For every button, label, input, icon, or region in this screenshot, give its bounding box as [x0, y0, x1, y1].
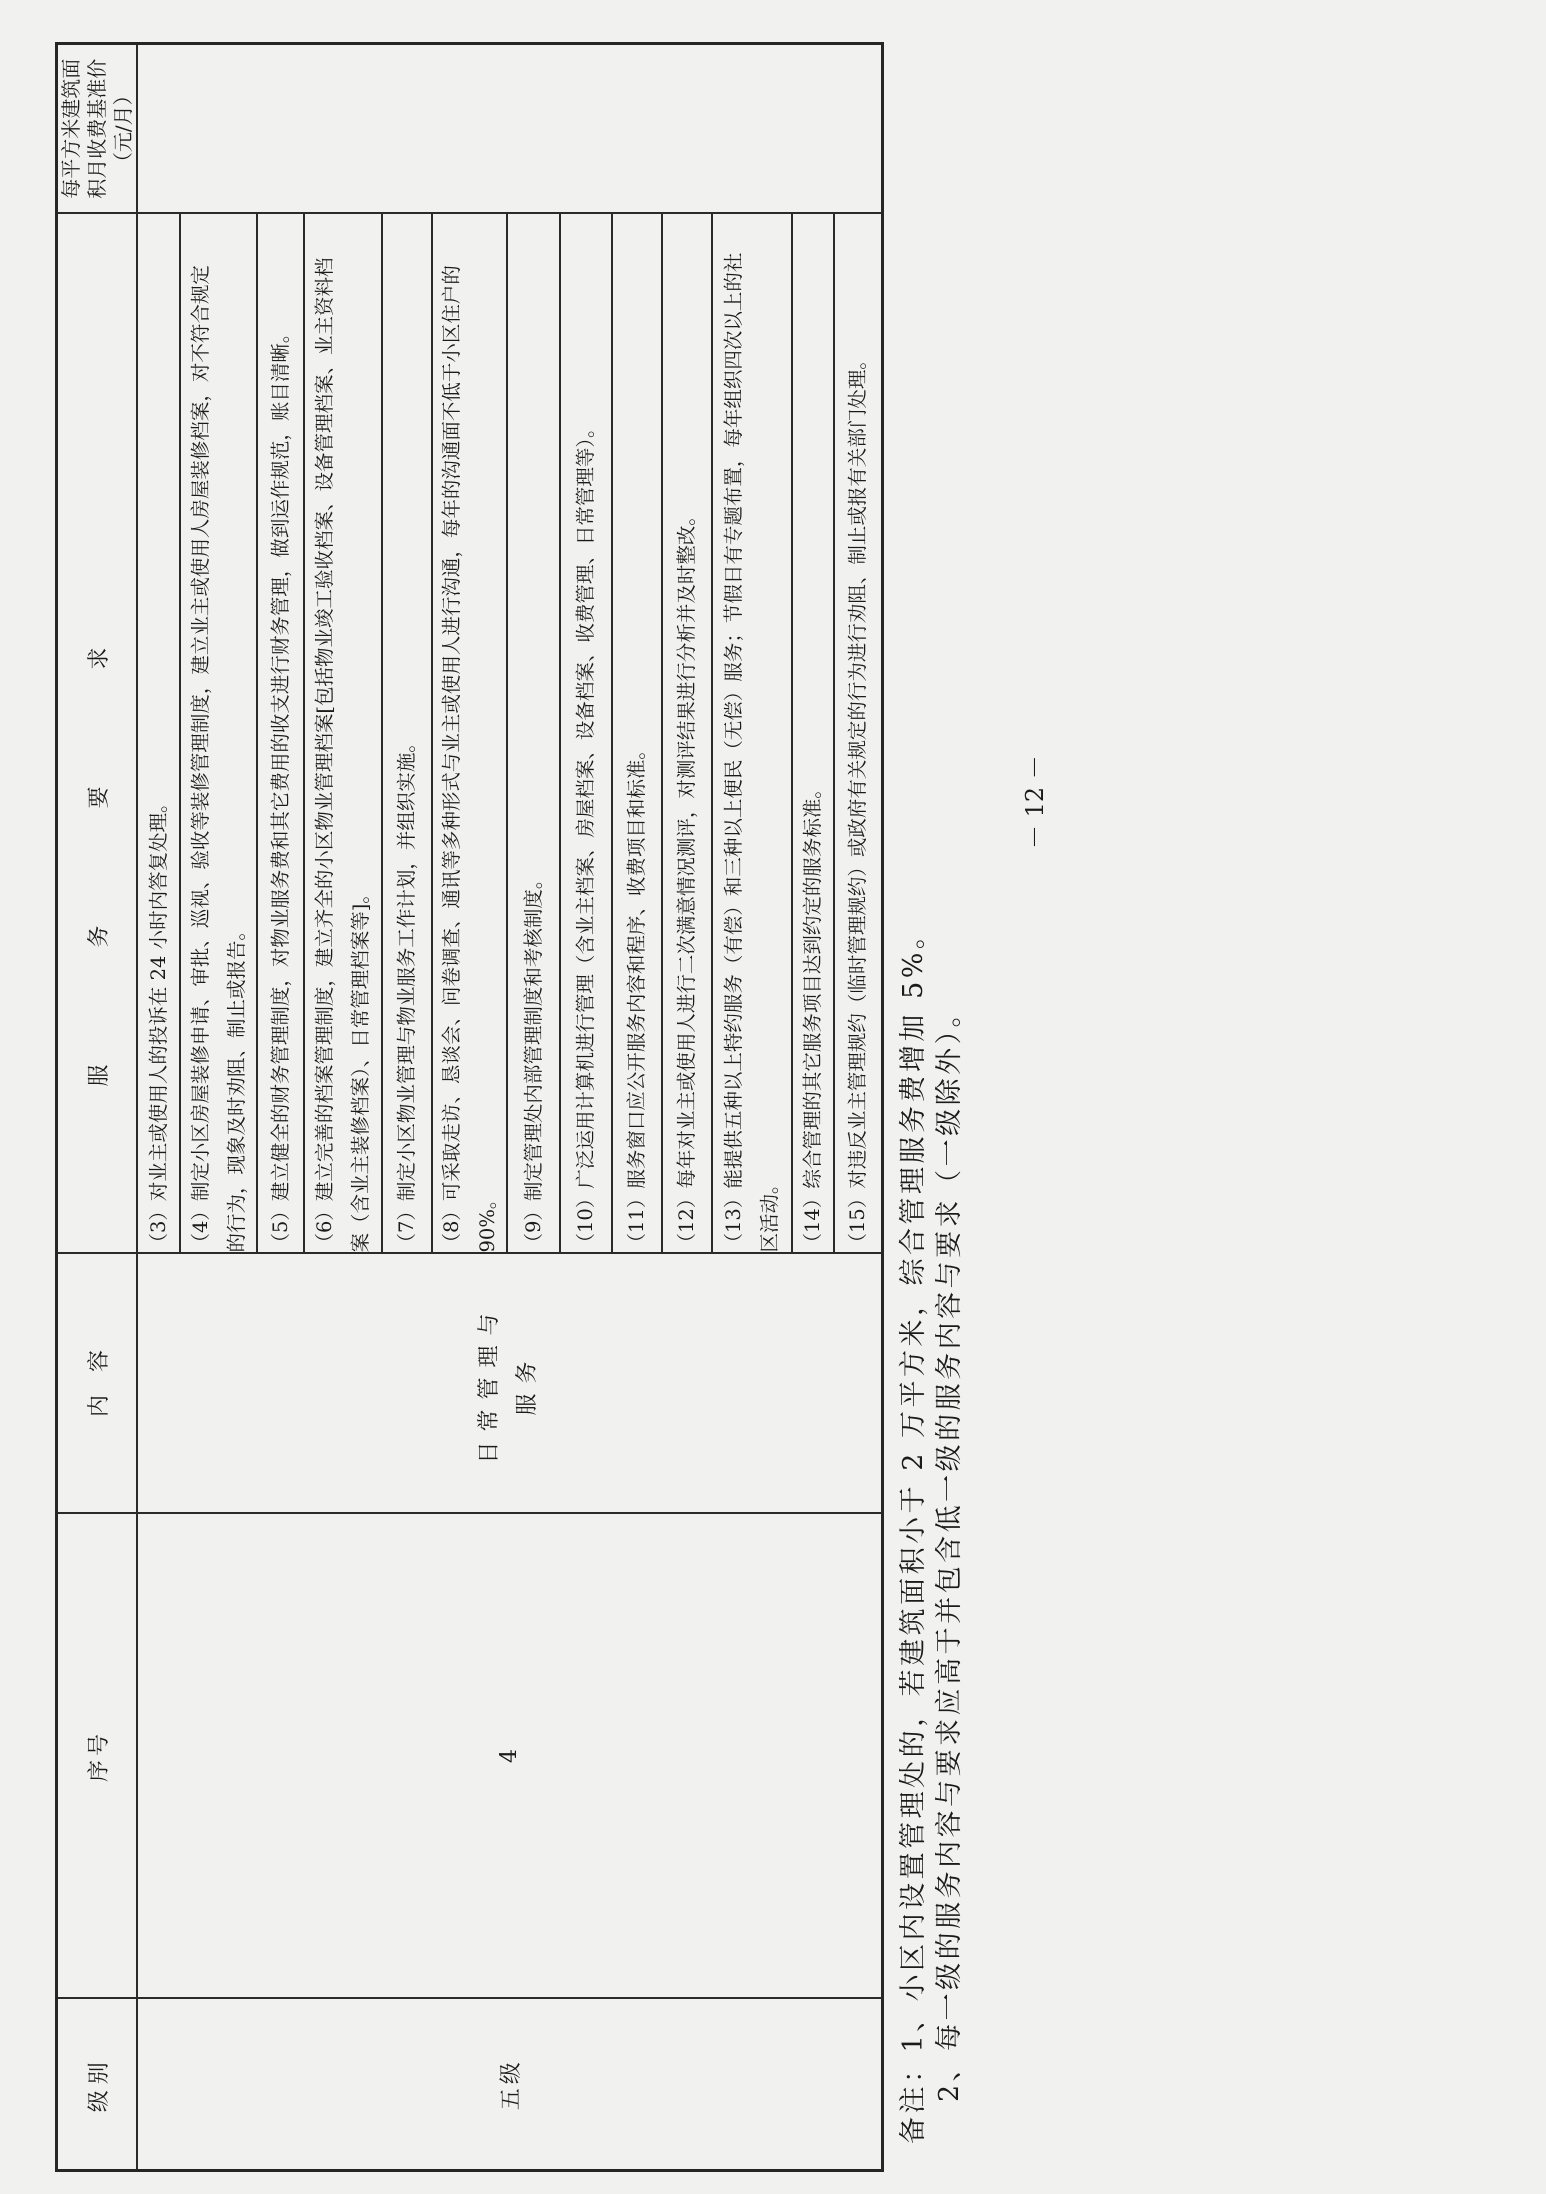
requirement-cell — [662, 214, 712, 1254]
table-header-row — [57, 44, 138, 2171]
requirement-cell — [257, 214, 304, 1254]
level-cell: 五级 — [137, 1999, 882, 2171]
requirement-cell — [712, 214, 792, 1254]
requirement-text: （14）综合管理的其它服务项目达到约定的服务标准。 — [801, 779, 824, 1253]
note-line-1: 备注：1、小区内设置管理处的，若建筑面积小于 2 万平方米，综合管理服务费增加 5%。 — [898, 918, 929, 2144]
page-number: － 12 － — [1021, 755, 1049, 849]
requirement-text: 90%。 — [475, 1189, 499, 1253]
header-content: 内 容 — [57, 1254, 138, 1514]
header-price — [57, 44, 138, 214]
requirement-cell — [792, 214, 834, 1254]
requirement-text: （10）广泛运用计算机进行管理（含业主档案、房屋档案、设备档案、收费管理、日常管理等）。 — [574, 418, 597, 1253]
requirement-text: （5）建立健全的财务管理制度，对物业服务费和其它费用的收支进行财务管理，做到运作规范，账目清晰。 — [268, 323, 292, 1253]
content-line: 服务 — [515, 1351, 541, 1416]
requirement-cell — [432, 214, 507, 1254]
requirement-text: （7）制定小区物业管理与物业服务工作计划，并组织实施。 — [395, 733, 418, 1253]
seq-cell: 4 — [137, 1514, 882, 1999]
header-requirements: 服 务 要 求 — [57, 214, 138, 1254]
requirement-text: （12）每年对业主或使用人进行二次满意情况测评，对测评结果进行分析并及时整改。 — [675, 506, 698, 1253]
requirement-text: （11）服务窗口应公开服务内容和程序、收费项目和标准。 — [625, 740, 648, 1253]
requirement-text: （6）建立完善的档案管理制度，建立齐全的小区物业管理档案[包括物业竣工验收档案、设备管理档案、业主资料档 — [313, 257, 336, 1253]
header-seq: 序号 — [57, 1514, 138, 1999]
requirement-text: （3）对业主或使用人的投诉在 24 小时内答复处理。 — [146, 793, 170, 1253]
requirement-cell — [834, 214, 882, 1254]
content-line: 日常管理与 — [477, 1303, 503, 1464]
requirement-text: （4）制定小区房屋装修申请、审批、巡视、验收等装修管理制度，建立业主或使用人房屋装修档案，对不符合规定 — [188, 265, 212, 1253]
price-cell — [137, 44, 882, 214]
requirement-cell — [304, 214, 382, 1254]
requirement-cell — [382, 214, 432, 1254]
header-price-line: （元/月） — [111, 85, 135, 173]
note-line-2: 2、每一级的服务内容与要求应高于并包含低一级的服务内容与要求（一级除外）。 — [934, 996, 965, 2102]
requirement-text: （15）对违反业主管理规约（临时管理规约）或政府有关规定的行为进行劝阻、制止或报有关部门处理。 — [845, 350, 869, 1253]
header-price-line: 每平方米建筑面 — [59, 58, 83, 199]
requirement-text: （8）可采取走访、恳谈会、问卷调查、通讯等多种形式与业主或使用人进行沟通，每年的沟通面不低于小区住户的 — [439, 265, 463, 1253]
requirement-text: 区活动。 — [758, 1174, 781, 1253]
requirement-text: （9）制定管理处内部管理制度和考核制度。 — [521, 869, 545, 1253]
requirement-text: 案（含业主装修档案）、日常管理档案等]。 — [349, 884, 372, 1253]
requirement-text: （13）能提供五种以上特约服务（有偿）和三种以上便民（无偿）服务；节假日有专题布置，每年组织四次以上的社 — [722, 252, 745, 1253]
requirement-cell — [612, 214, 662, 1254]
header-level: 级别 — [57, 1999, 138, 2171]
requirement-cell — [560, 214, 612, 1254]
content-cell — [137, 1254, 882, 1514]
service-standards-table — [55, 42, 884, 2172]
requirement-cell — [507, 214, 560, 1254]
requirement-cell — [180, 214, 257, 1254]
requirement-row — [137, 44, 180, 2171]
requirement-cell — [137, 214, 180, 1254]
requirement-text: 的行为，现象及时劝阻、制止或报告。 — [224, 920, 248, 1253]
header-price-line: 积月收费基准价 — [85, 58, 109, 199]
